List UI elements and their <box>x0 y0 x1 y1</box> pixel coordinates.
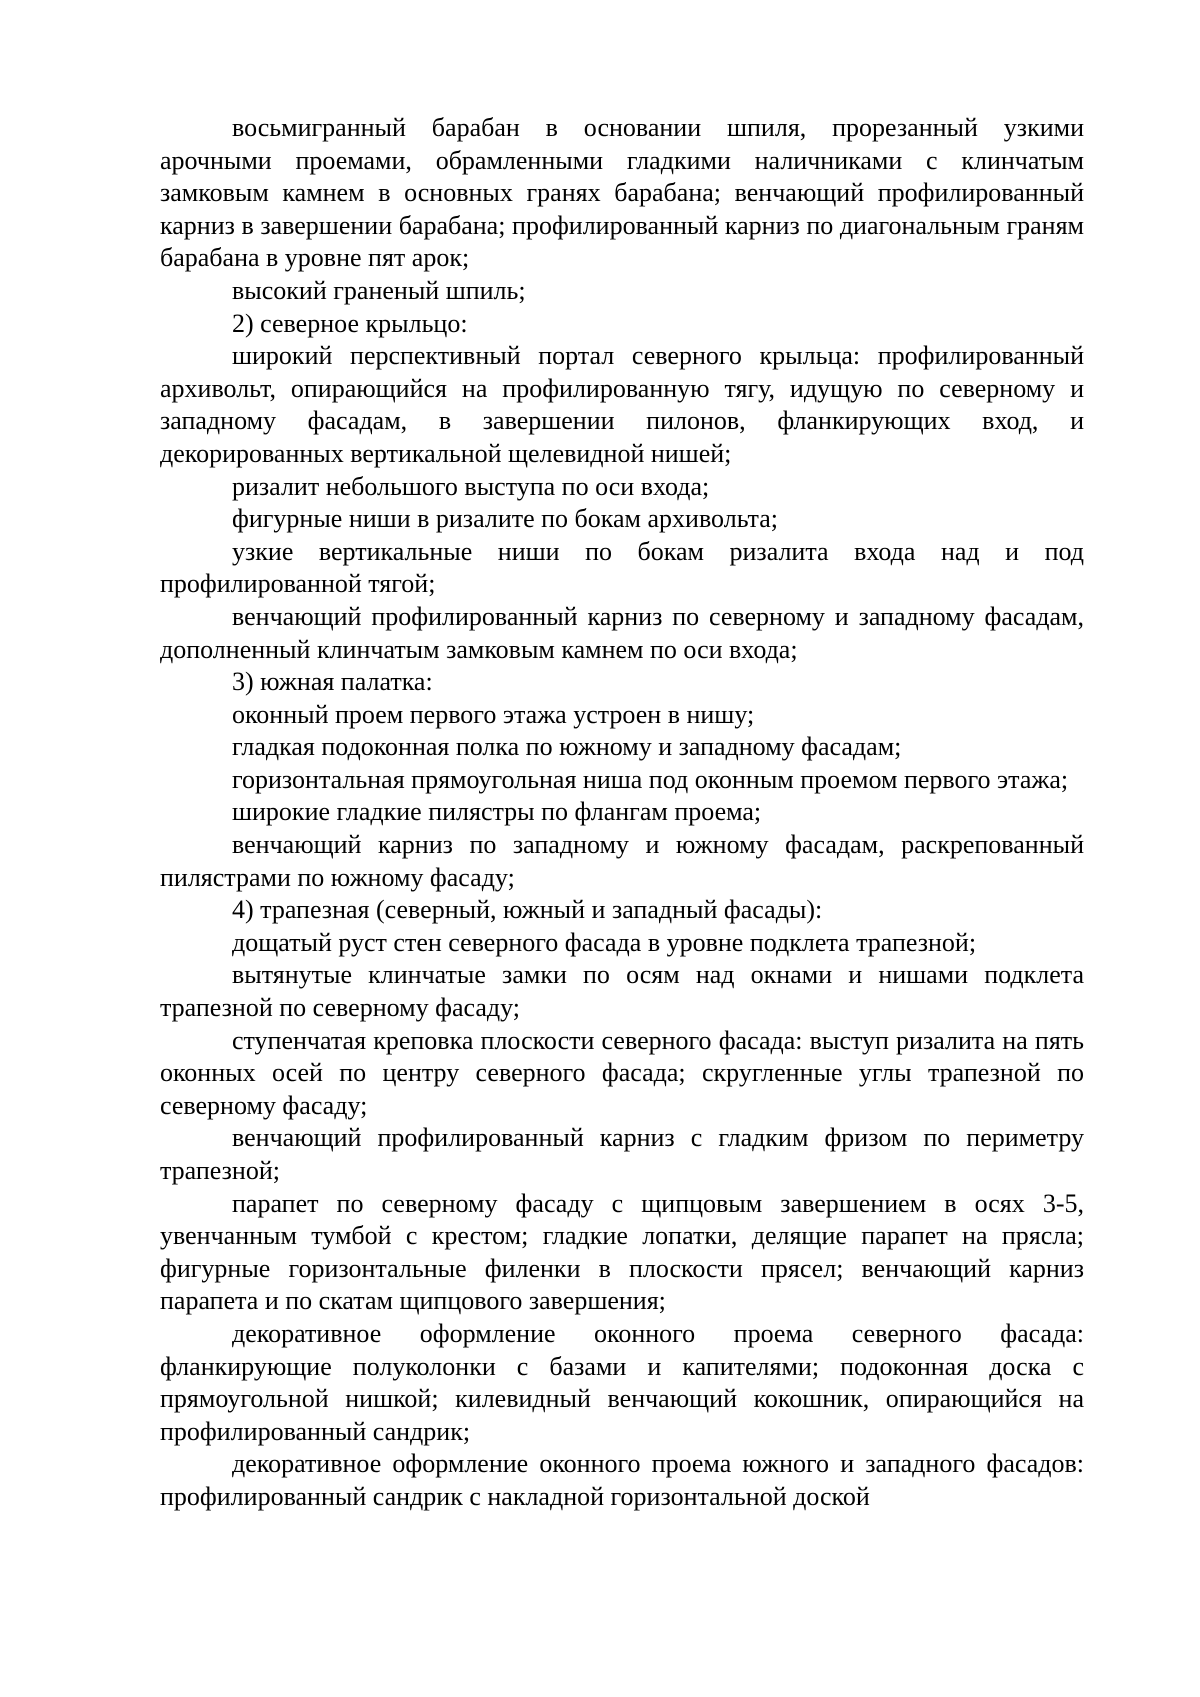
paragraph-south-west-window-decor: декоративное оформление оконного проема южного и западного фасадов: профилированный сандрик с накладной горизонтальной доской <box>160 1449 1084 1511</box>
paragraph-keystones: вытянутые клинчатые замки по осям над окнами и нишами подклета трапезной по северному фасаду; <box>160 960 1084 1023</box>
paragraph-vertical-niches: узкие вертикальные ниши по бокам ризалита входа над и под профилированной тягой; <box>160 536 1084 599</box>
section-heading-south-chamber: 3) южная палатка: <box>232 667 433 697</box>
paragraph-risalit: ризалит небольшого выступа по оси входа; <box>232 471 710 501</box>
paragraph-portal: широкий перспективный портал северного крыльца: профилированный архивольт, опирающийся на профилированную тягу, идущую по северному и западному фасадам, в завершении пилонов, фланкирующих вход, и декорированных вертикальной щелевидной нишей; <box>160 341 1084 468</box>
paragraph-drum: восьмигранный барабан в основании шпиля, прорезанный узкими арочными проемами, обрамленными гладкими наличниками с клинчатым замковым камнем в основных гранях барабана; венчающий профилированный карниз в завершении барабана; профилированный карниз по диагональным граням барабана в уровне пят арок; <box>160 113 1084 273</box>
paragraph-porch-cornice: венчающий профилированный карниз по северному и западному фасадам, дополненный клинчатым замковым камнем по оси входа; <box>160 601 1084 664</box>
paragraph-window-niche: оконный проем первого этажа устроен в нишу; <box>232 699 755 729</box>
paragraph-chamber-cornice: венчающий карниз по западному и южному фасадам, раскрепованный пилястрами по южному фасаду; <box>160 830 1084 892</box>
paragraph-pilasters: широкие гладкие пилястры по флангам проема; <box>232 797 762 827</box>
paragraph-rustication: дощатый руст стен северного фасада в уровне подклета трапезной; <box>232 927 977 957</box>
document-text <box>160 112 1084 1514</box>
section-heading-north-porch: 2) северное крыльцо: <box>232 308 468 338</box>
paragraph-stepped-offset: ступенчатая креповка плоскости северного фасада: выступ ризалита на пять оконных осей по центру северного фасада; скругленные углы трапезной по северному фасаду; <box>160 1025 1084 1120</box>
paragraph-rect-niche: горизонтальная прямоугольная ниша под оконным проемом первого этажа; <box>232 764 1069 794</box>
paragraph-sill-shelf: гладкая подоконная полка по южному и западному фасадам; <box>232 732 902 762</box>
paragraph-figured-niches: фигурные ниши в ризалите по бокам архивольта; <box>232 504 778 534</box>
section-heading-refectory: 4) трапезная (северный, южный и западный фасады): <box>232 895 823 925</box>
paragraph-north-window-decor: декоративное оформление оконного проема северного фасада: фланкирующие полуколонки с базами и капителями; подоконная доска с прямоугольной нишкой; килевидный венчающий кокошник, опирающийся на профилированный сандрик; <box>160 1318 1084 1446</box>
paragraph-parapet: парапет по северному фасаду с щипцовым завершением в осях 3-5, увенчанным тумбой с крестом; гладкие лопатки, делящие парапет на прясла; фигурные горизонтальные филенки в плоскости прясел; венчающий карниз парапета и по скатам щипцового завершения; <box>160 1188 1084 1316</box>
paragraph-spire: высокий граненый шпиль; <box>232 275 526 305</box>
paragraph-refectory-cornice: венчающий профилированный карниз с гладким фризом по периметру трапезной; <box>160 1123 1084 1185</box>
